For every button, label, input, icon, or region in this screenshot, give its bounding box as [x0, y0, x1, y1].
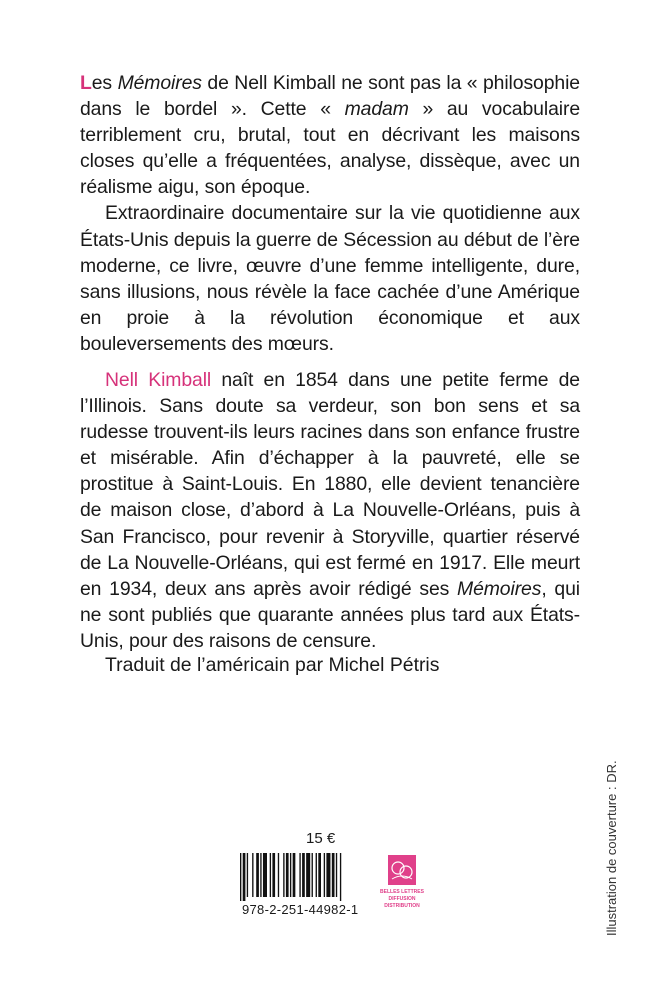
summary-paragraph-1: Les Mémoires de Nell Kimball ne sont pas la « philosophie dans le bordel ». Cette « madam » au vocabulaire terriblement cru, brutal, tout en décrivant les maisons closes qu’elle a fréquentées, analyse, dissèque, avec un réalisme aigu, son époque. [80, 72, 581, 199]
translator-credit: Traduit de l’américain par Michel Pétris [105, 654, 440, 676]
summary-paragraph-2: Extraordinaire documentaire sur la vie quotidienne aux États-Unis depuis la guerre de Sécession au début de l’ère moderne, ce livre, œuvre d’une femme intelligente, dure, sans illusions, nous révèle la face cachée d’une Amérique en proie à la révolution économique et aux bouleversements des mœurs. [80, 202, 580, 355]
memoires-emphasis: Mémoires [457, 577, 542, 600]
price-label: 15 € [306, 830, 336, 847]
book-title-emphasis: Mémoires [117, 72, 202, 94]
publisher-logo-icon [380, 855, 424, 915]
bio-paragraph: Nell Kimball naît en 1854 dans une petite ferme de l’Illinois. Sans doute sa verdeur, son bon sens et sa rudesse trouvent-ils leurs racines dans son enfance frustre et misérable. Afin d’échapper à la pauvreté, elle se prostitue à Saint-Louis. En 1880, elle devient tenancière de maison close, d’abord à La Nouvelle-Orléans, puis à San Francisco, pour revenir à Storyville, quartier réservé de La Nouvelle-Orléans, qui est fermé en 1917. Elle meurt en 1934, deux ans après avoir rédigé ses Mémoires, qui ne sont publiés que quarante années plus tard aux États-Unis, pour des raisons de censure. [80, 369, 580, 652]
summary-text [80, 70, 580, 357]
drop-cap: L [80, 72, 92, 94]
madam-emphasis: madam [344, 98, 409, 121]
cover-illustration-credit: Illustration de couverture : DR. [604, 760, 619, 936]
logo-line-1: BELLES LETTRES [380, 889, 424, 895]
barcode-bars [238, 853, 383, 901]
author-bio [80, 367, 580, 654]
isbn-number: 978-2-251-44982-1 [242, 902, 359, 917]
publisher-logo [380, 855, 424, 915]
author-name: Nell Kimball [105, 369, 212, 391]
logo-line-3: DISTRIBUTION [384, 903, 420, 909]
logo-line-2: DIFFUSION [388, 896, 416, 902]
